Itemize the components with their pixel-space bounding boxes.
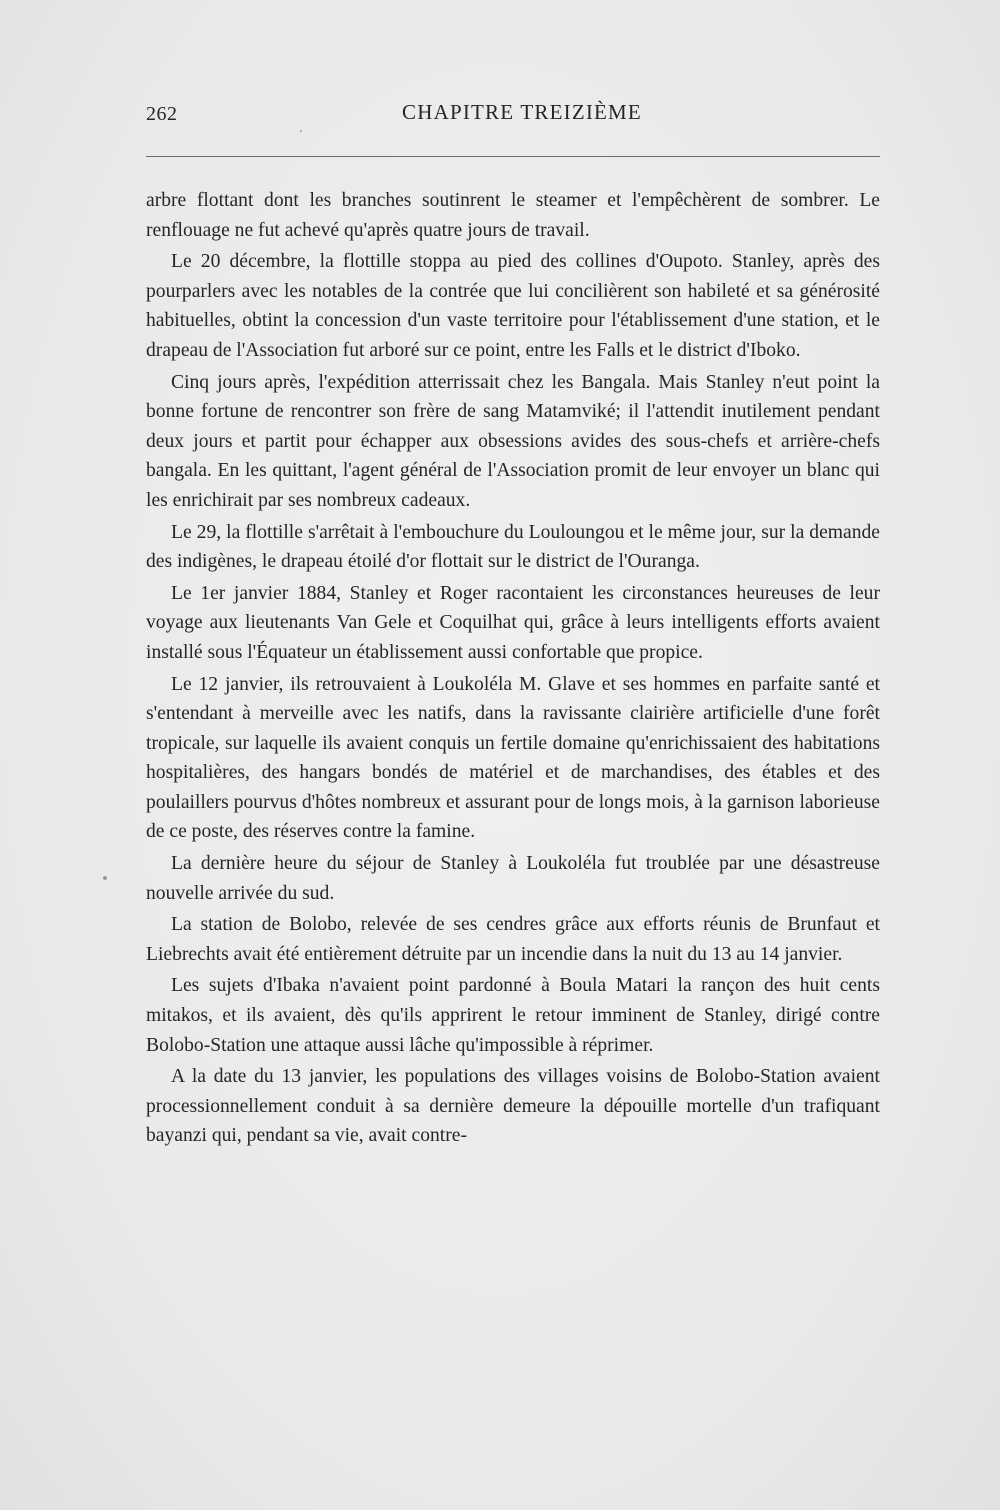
paragraph: Les sujets d'Ibaka n'avaient point pardonné à Boula Matari la rançon des huit cents mitakos, et ils avaient, dès qu'ils apprirent le retour imminent de Stanley, dirigé contre Bolobo-Station une attaque aussi lâche qu'impossible à réprimer. <box>146 975 880 1056</box>
page-number: 262 <box>146 103 178 125</box>
header-rule <box>146 156 880 157</box>
paragraph: Le 20 décembre, la flottille stoppa au pied des collines d'Oupoto. Stanley, après des pourparlers avec les notables de la contrée que lui concilièrent son habileté et sa générosité habituelles, obtint la concession d'un vaste territoire pour l'établissement d'une station, et le drapeau de l'Association fut arboré sur ce point, entre les Falls et le district d'Iboko. <box>146 251 880 361</box>
chapter-title: CHAPITRE TREIZIÈME <box>402 100 642 124</box>
paper-speck <box>103 876 107 880</box>
body-text <box>146 186 880 1153</box>
running-head <box>146 100 880 130</box>
paragraph: La station de Bolobo, relevée de ses cendres grâce aux efforts réunis de Brunfaut et Liebrechts avait été entièrement détruite par un incendie dans la nuit du 13 au 14 janvier. <box>146 914 880 965</box>
paragraph-continued: arbre flottant dont les branches soutinrent le steamer et l'empêchèrent de sombrer. Le renflouage ne fut achevé qu'après quatre jours de travail. <box>146 190 880 241</box>
paper-speck <box>300 130 302 132</box>
paragraph: Cinq jours après, l'expédition atterrissait chez les Bangala. Mais Stanley n'eut point la bonne fortune de rencontrer son frère de sang Matamviké; il l'attendit inutilement pendant deux jours et partit pour échapper aux obsessions avides des sous-chefs et arrière-chefs bangala. En les quittant, l'agent général de l'Association promit de leur envoyer un blanc qui les enrichirait par ses nombreux cadeaux. <box>146 371 880 511</box>
paragraph: Le 1er janvier 1884, Stanley et Roger racontaient les circonstances heureuses de leur voyage aux lieutenants Van Gele et Coquilhat qui, grâce à leurs intelligents efforts avaient installé sous l'Équateur un établissement aussi confortable que propice. <box>146 582 880 663</box>
paragraph: A la date du 13 janvier, les populations des villages voisins de Bolobo-Station avaient processionnellement conduit à sa dernière demeure la dépouille mortelle d'un trafiquant bayanzi qui, pendant sa vie, avait contre- <box>146 1066 880 1147</box>
paragraph: La dernière heure du séjour de Stanley à Loukoléla fut troublée par une désastreuse nouvelle arrivée du sud. <box>146 853 880 904</box>
paragraph: Le 12 janvier, ils retrouvaient à Loukoléla M. Glave et ses hommes en parfaite santé et s'entendant à merveille avec les natifs, dans la ravissante clairière artificielle d'une forêt tropicale, sur laquelle ils avaient conquis un fertile domaine qu'enrichissaient des habitations hospitalières, des hangars bondés de matériel et de marchandises, des étables et des poulaillers pourvus d'hôtes nombreux et assurant pour de longs mois, à la garnison laborieuse de ce poste, des réserves contre la famine. <box>146 673 880 843</box>
paragraph: Le 29, la flottille s'arrêtait à l'embouchure du Louloungou et le même jour, sur la demande des indigènes, le drapeau étoilé d'or flottait sur le district de l'Ouranga. <box>146 521 880 573</box>
